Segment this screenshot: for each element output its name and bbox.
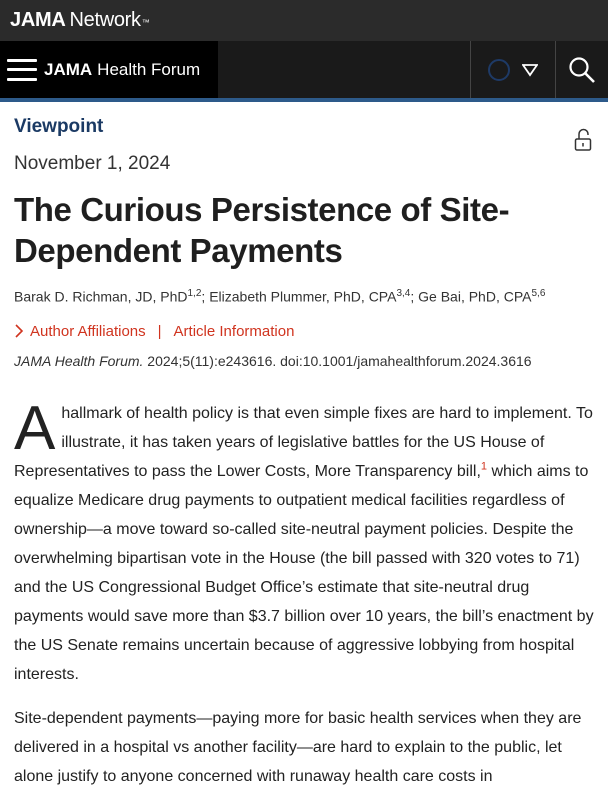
- user-icon: [488, 59, 510, 81]
- journal-header: [0, 41, 608, 102]
- chevron-right-icon: [14, 324, 26, 338]
- network-brand-light[interactable]: Network: [69, 9, 141, 31]
- citation-details: 2024;5(11):e243616. doi:10.1001/jamahealthforum.2024.3616: [143, 352, 532, 369]
- paragraph-text: hallmark of health policy is that even simple fixes are hard to implement. To illustrate, it has taken years of legislative battles for the US House of Representatives to pass the Lower Costs, More Transparency bill,: [14, 404, 593, 480]
- author-separator: ;: [201, 288, 210, 305]
- network-brand-bold[interactable]: JAMA: [10, 9, 66, 31]
- network-header: [0, 0, 608, 41]
- reference-link[interactable]: 1: [480, 460, 488, 473]
- journal-brand-bold[interactable]: JAMA: [44, 59, 93, 79]
- author-affiliation-ref: 5,6: [531, 288, 546, 299]
- journal-brand-light[interactable]: Health Forum: [97, 59, 201, 79]
- section-label[interactable]: Viewpoint: [14, 116, 104, 137]
- unlock-icon: [574, 128, 592, 152]
- paragraph-text: which aims to equalize Medicare drug payments to outpatient medical facilities regardless of ownership—a move toward so-called site-neutral payment policies. Despite the overwhelming bipartisan vote in the House (the bill passed with 320 votes to 71) and the US Congressional Budget Office’s estimate that site-neutral drug payments would save more than $3.7 billion over 10 years, the bill’s enactment by the US Senate remains uncertain because of aggressive lobbying from hospital interests.: [14, 462, 594, 683]
- body-paragraph: Site-dependent payments—paying more for basic health services when they are delivered in a hospital vs another facility—are hard to explain to the public, let alone justify to anyone concerned with runaway health care costs in: [14, 709, 582, 785]
- article-information-link[interactable]: Article Information: [173, 322, 295, 340]
- menu-icon[interactable]: [7, 59, 37, 81]
- article-body: [14, 393, 594, 791]
- chevron-down-icon: [522, 63, 538, 77]
- search-icon: [568, 56, 596, 84]
- citation: [14, 353, 594, 369]
- body-paragraph: [14, 393, 594, 689]
- header-spacer: [218, 41, 470, 98]
- article-title: The Curious Persistence of Site-Dependent Payments: [14, 191, 510, 269]
- article-content: [0, 116, 608, 791]
- article-links: [14, 323, 594, 340]
- trademark-mark: ™: [141, 18, 150, 27]
- author-affiliation-ref: 1,2: [187, 288, 202, 299]
- author-list: [14, 288, 594, 305]
- author-name[interactable]: Ge Bai, PhD, CPA: [418, 288, 532, 305]
- author-separator: ;: [410, 288, 419, 305]
- publication-date: November 1, 2024: [14, 153, 171, 174]
- journal-title-area: [0, 41, 218, 98]
- links-separator: |: [157, 322, 162, 340]
- author-name[interactable]: Barak D. Richman, JD, PhD: [14, 288, 188, 305]
- author-affiliations-link[interactable]: Author Affiliations: [30, 322, 146, 340]
- author-affiliation-ref: 3,4: [396, 288, 411, 299]
- citation-journal: JAMA Health Forum.: [14, 352, 144, 369]
- user-menu-button[interactable]: [470, 41, 555, 98]
- search-button[interactable]: [555, 41, 608, 98]
- drop-cap: A: [14, 393, 56, 463]
- author-name[interactable]: Elizabeth Plummer, PhD, CPA: [209, 288, 397, 305]
